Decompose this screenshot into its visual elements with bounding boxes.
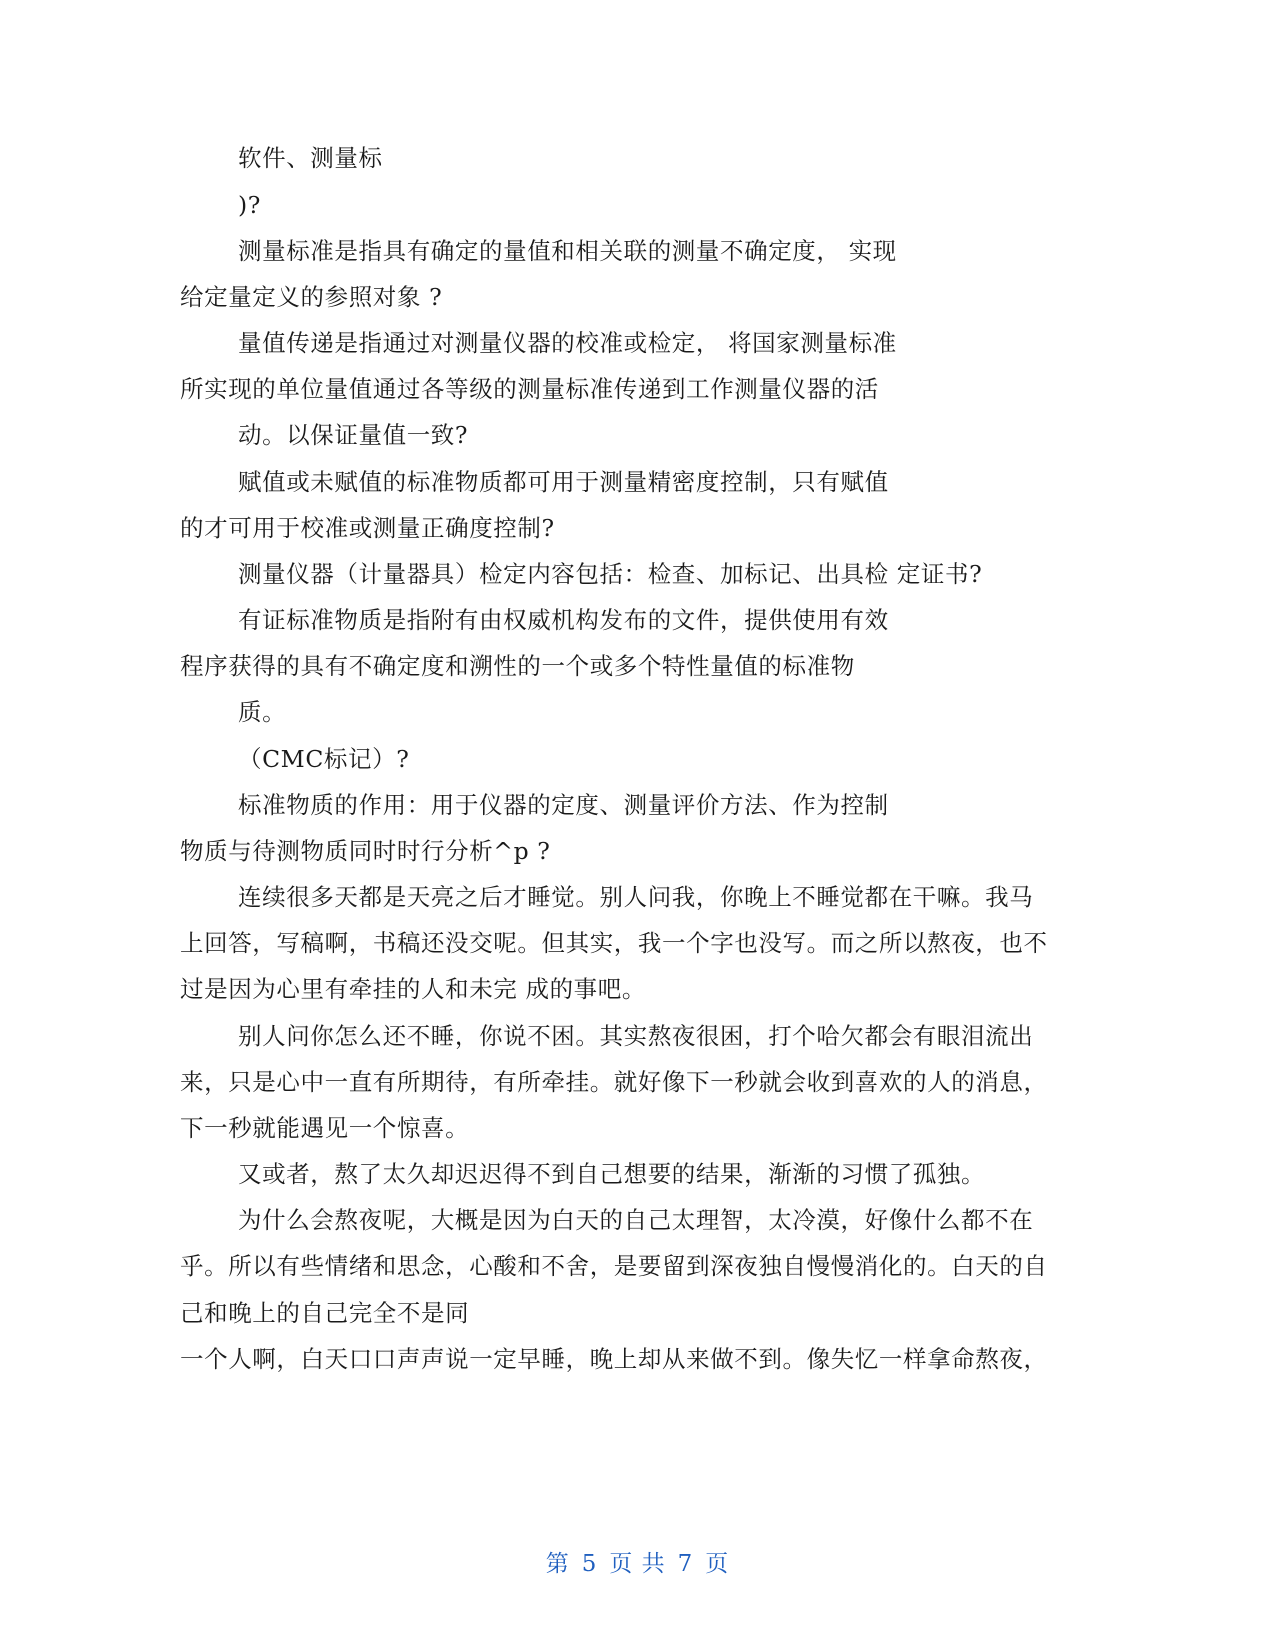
- footer-middle: 页 共: [609, 1551, 666, 1577]
- text-line: 连续很多天都是天亮之后才睡觉。别人问我，你晚上不睡觉都在干嘛。我马: [238, 883, 1034, 911]
- footer-page-number: 5: [581, 1551, 598, 1577]
- footer-suffix: 页: [705, 1551, 730, 1577]
- text-line: 下一秒就能遇见一个惊喜。: [180, 1114, 470, 1142]
- text-line: 动。以保证量值一致?: [238, 421, 469, 449]
- footer-total-pages: 7: [677, 1551, 694, 1577]
- text-line: 别人问你怎么还不睡，你说不困。其实熬夜很困，打个哈欠都会有眼泪流出: [238, 1022, 1034, 1050]
- text-line: 物质与待测物质同时时行分析^p ?: [180, 837, 551, 865]
- text-line: 来，只是心中一直有所期待，有所牵挂。就好像下一秒就会收到喜欢的人的消息，: [180, 1068, 1048, 1096]
- text-line: 量值传递是指通过对测量仪器的校准或检定， 将国家测量标准: [238, 329, 897, 357]
- text-line: 的才可用于校准或测量正确度控制?: [180, 514, 555, 542]
- text-line: 己和晚上的自己完全不是同: [180, 1299, 470, 1327]
- text-line: 测量仪器（计量器具）检定内容包括：检查、加标记、出具检 定证书?: [238, 560, 983, 588]
- text-line: 乎。所以有些情绪和思念，心酸和不舍，是要留到深夜独自慢慢消化的。白天的自: [180, 1252, 1048, 1280]
- text-line: 又或者，熬了太久却迟迟得不到自己想要的结果，渐渐的习惯了孤独。: [238, 1160, 986, 1188]
- text-line: 一个人啊，白天口口声声说一定早睡，晚上却从来做不到。像失忆一样拿命熬夜，: [180, 1345, 1048, 1373]
- text-line: 给定量定义的参照对象 ?: [180, 283, 443, 311]
- text-line: 软件、测量标: [238, 144, 383, 172]
- text-line: 过是因为心里有牵挂的人和未完 成的事吧。: [180, 975, 646, 1003]
- page-footer: [0, 1545, 1275, 1578]
- text-line: 测量标准是指具有确定的量值和相关联的测量不确定度， 实现: [238, 237, 897, 265]
- text-line: 程序获得的具有不确定度和溯性的一个或多个特性量值的标准物: [180, 652, 855, 680]
- text-line: 上回答，写稿啊，书稿还没交呢。但其实，我一个字也没写。而之所以熬夜，也不: [180, 929, 1048, 957]
- text-line: 赋值或未赋值的标准物质都可用于测量精密度控制，只有赋值: [238, 468, 889, 496]
- text-line: )?: [238, 191, 261, 219]
- footer-prefix: 第: [545, 1551, 570, 1577]
- text-line: 有证标准物质是指附有由权威机构发布的文件，提供使用有效: [238, 606, 889, 634]
- text-line: （CMC标记）?: [238, 745, 410, 773]
- text-line: 所实现的单位量值通过各等级的测量标准传递到工作测量仪器的活: [180, 375, 879, 403]
- text-line: 质。: [238, 698, 287, 726]
- text-line: 标准物质的作用：用于仪器的定度、测量评价方法、作为控制: [238, 791, 889, 819]
- text-line: 为什么会熬夜呢，大概是因为白天的自己太理智，太冷漠，好像什么都不在: [238, 1206, 1034, 1234]
